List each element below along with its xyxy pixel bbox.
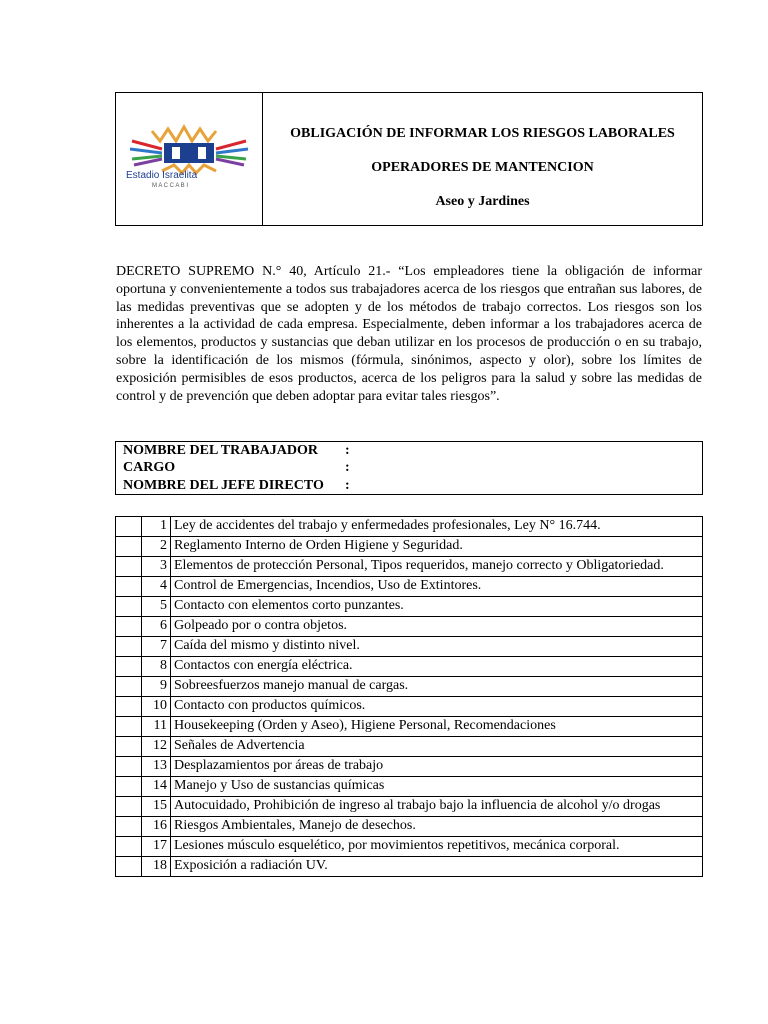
topic-text: Lesiones músculo esquelético, por movimientos repetitivos, mecánica corporal. xyxy=(171,837,703,857)
table-row xyxy=(116,717,703,737)
logo-text: Estadio Israelita xyxy=(126,170,198,181)
check-cell xyxy=(116,517,142,537)
table-row xyxy=(116,697,703,717)
topic-number: 12 xyxy=(142,737,171,757)
topic-number: 9 xyxy=(142,677,171,697)
worker-name-label: NOMBRE DEL TRABAJADOR xyxy=(123,443,318,458)
check-cell xyxy=(116,697,142,717)
worker-cargo-label: CARGO xyxy=(123,460,176,475)
topic-number: 2 xyxy=(142,537,171,557)
boss-name-label: NOMBRE DEL JEFE DIRECTO xyxy=(123,478,324,493)
table-row xyxy=(116,857,703,877)
table-row xyxy=(116,777,703,797)
table-row xyxy=(116,737,703,757)
check-cell xyxy=(116,797,142,817)
check-cell xyxy=(116,597,142,617)
check-cell xyxy=(116,637,142,657)
topic-text: Contacto con elementos corto punzantes. xyxy=(171,597,703,617)
topic-number: 5 xyxy=(142,597,171,617)
topic-number: 1 xyxy=(142,517,171,537)
topic-number: 18 xyxy=(142,857,171,877)
check-cell xyxy=(116,777,142,797)
document-area: Aseo y Jardines xyxy=(435,194,530,209)
topic-text: Control de Emergencias, Incendios, Uso de Extintores. xyxy=(171,577,703,597)
topic-number: 13 xyxy=(142,757,171,777)
decree-paragraph: DECRETO SUPREMO N.° 40, Artículo 21.- “Los empleadores tiene la obligación de informar oportuna y convenientemente a todos sus trabajadores acerca de los riesgos que entrañan sus labores, de las medidas preventivas que se adopten y de los métodos de trabajo correctos. Los riesgos son los inherentes a la actividad de cada empresa. Especialmente, deben informar a los trabajadores acerca de los elementos, productos y sustancias que deban utilizar en los procesos de producción o en su trabajo, sobre la identificación de los mismos (fórmula, sinónimos, aspecto y olor), sobre los límites de exposición permisibles de esos productos, acerca de los peligros para la salud y sobre las medidas de control y de prevención que deben adoptar para evitar tales riesgos”. xyxy=(116,264,702,404)
topic-text: Golpeado por o contra objetos. xyxy=(171,617,703,637)
topic-number: 16 xyxy=(142,817,171,837)
worker-name-separator: : xyxy=(345,443,350,458)
table-row xyxy=(116,597,703,617)
check-cell xyxy=(116,677,142,697)
check-cell xyxy=(116,737,142,757)
topic-number: 15 xyxy=(142,797,171,817)
topic-text: Contacto con productos químicos. xyxy=(171,697,703,717)
table-row xyxy=(116,817,703,837)
topic-text: Sobreesfuerzos manejo manual de cargas. xyxy=(171,677,703,697)
document-subtitle: OPERADORES DE MANTENCION xyxy=(371,160,594,175)
table-row xyxy=(116,537,703,557)
topic-text: Desplazamientos por áreas de trabajo xyxy=(171,757,703,777)
table-row xyxy=(116,657,703,677)
worker-info-box xyxy=(115,441,703,495)
table-row xyxy=(116,617,703,637)
worker-name-row xyxy=(123,442,350,459)
check-cell xyxy=(116,837,142,857)
topic-text: Manejo y Uso de sustancias químicas xyxy=(171,777,703,797)
worker-cargo-row xyxy=(123,459,350,476)
table-row xyxy=(116,577,703,597)
topic-text: Ley de accidentes del trabajo y enfermedades profesionales, Ley N° 16.744. xyxy=(171,517,703,537)
table-row xyxy=(116,757,703,777)
check-cell xyxy=(116,577,142,597)
check-cell xyxy=(116,757,142,777)
table-row xyxy=(116,637,703,657)
topic-text: Reglamento Interno de Orden Higiene y Seguridad. xyxy=(171,537,703,557)
topic-number: 17 xyxy=(142,837,171,857)
topic-number: 3 xyxy=(142,557,171,577)
topics-table xyxy=(115,516,703,877)
topic-number: 8 xyxy=(142,657,171,677)
check-cell xyxy=(116,617,142,637)
topic-number: 10 xyxy=(142,697,171,717)
check-cell xyxy=(116,857,142,877)
topic-text: Autocuidado, Prohibición de ingreso al trabajo bajo la influencia de alcohol y/o drogas xyxy=(171,797,703,817)
topic-text: Elementos de protección Personal, Tipos requeridos, manejo correcto y Obligatoriedad. xyxy=(171,557,703,577)
boss-name-row xyxy=(123,477,350,494)
table-row xyxy=(116,677,703,697)
topic-text: Caída del mismo y distinto nivel. xyxy=(171,637,703,657)
table-row xyxy=(116,517,703,537)
table-row xyxy=(116,837,703,857)
check-cell xyxy=(116,537,142,557)
check-cell xyxy=(116,817,142,837)
topic-text: Contactos con energía eléctrica. xyxy=(171,657,703,677)
topic-number: 6 xyxy=(142,617,171,637)
topic-text: Señales de Advertencia xyxy=(171,737,703,757)
logo-subtext: M A C C A B I xyxy=(152,183,189,189)
boss-name-separator: : xyxy=(345,478,350,493)
topic-text: Exposición a radiación UV. xyxy=(171,857,703,877)
worker-cargo-separator: : xyxy=(345,460,350,475)
check-cell xyxy=(116,557,142,577)
logo-cell xyxy=(116,93,263,225)
topic-text: Riesgos Ambientales, Manejo de desechos. xyxy=(171,817,703,837)
table-row xyxy=(116,797,703,817)
document-title: OBLIGACIÓN DE INFORMAR LOS RIESGOS LABORALES xyxy=(290,126,675,141)
topic-text: Housekeeping (Orden y Aseo), Higiene Personal, Recomendaciones xyxy=(171,717,703,737)
topic-number: 14 xyxy=(142,777,171,797)
topic-number: 4 xyxy=(142,577,171,597)
topic-number: 11 xyxy=(142,717,171,737)
check-cell xyxy=(116,717,142,737)
estadio-israelita-logo xyxy=(122,123,256,189)
check-cell xyxy=(116,657,142,677)
table-row xyxy=(116,557,703,577)
topic-number: 7 xyxy=(142,637,171,657)
